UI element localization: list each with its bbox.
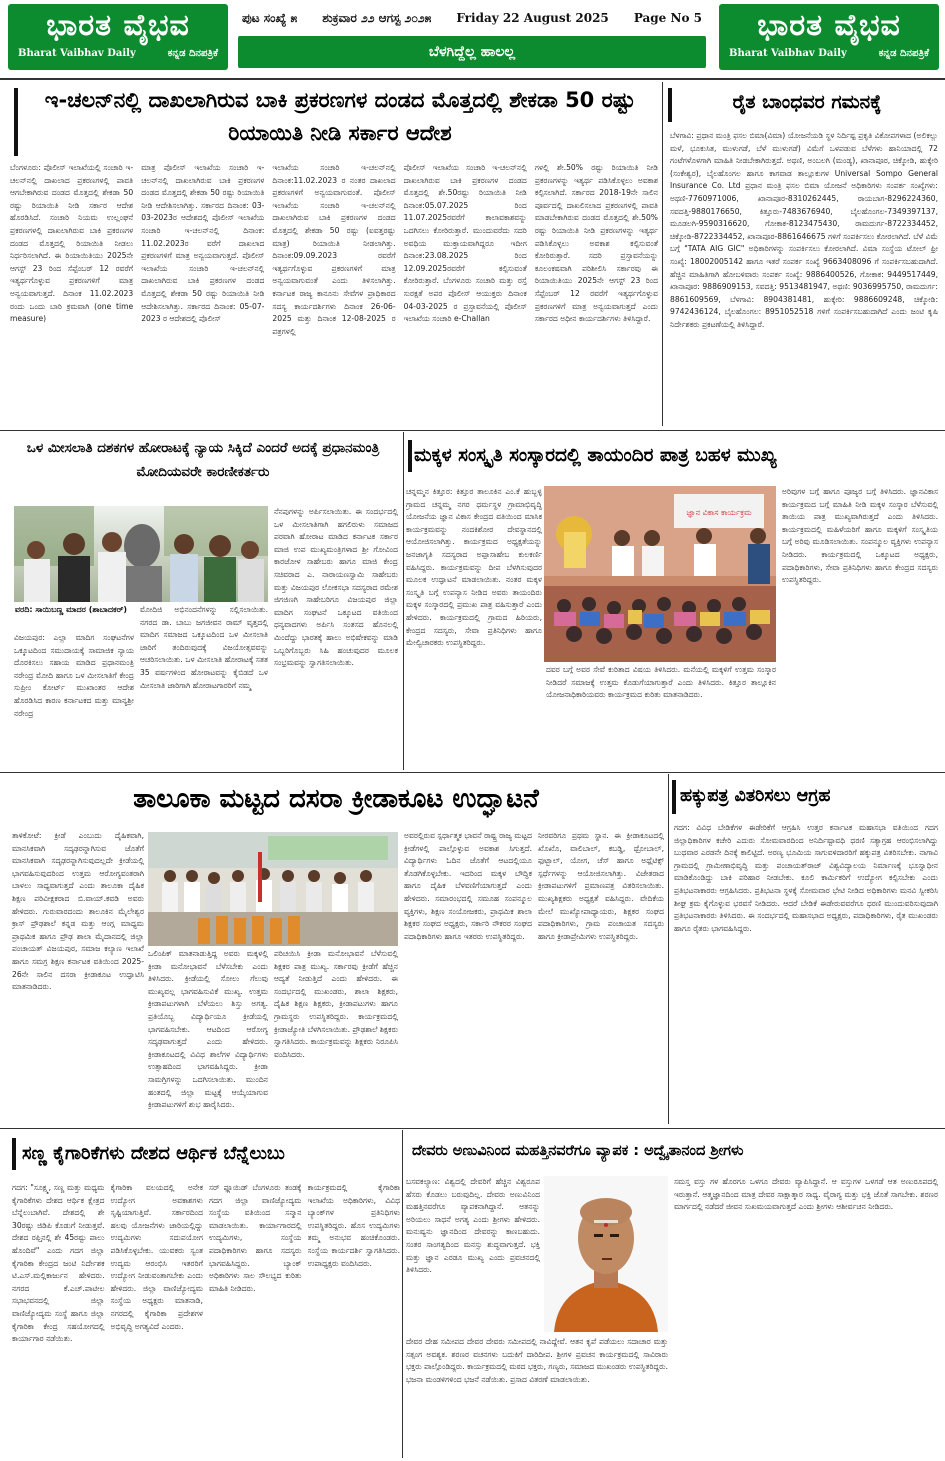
article-text: ಗದಗ: ವಿವಿಧ ಬೇಡಿಕೆಗಳ ಈಡೇರಿಕೆಗೆ ಆಗ್ರಹಿಸಿ ಉತ್ತರ ಕರ್ನಾಟಕ ಮಹಾಸಭಾ ವತಿಯಿಂದ ಗದಗ ಜಿಲ್ಲಾಧಿಕಾರಿಗಳ ಕಚೇರಿ ಎದುರು ಸೋಮವಾರದಿಂದ ಅನಿರ್ದಿಷ್ಟಾವಧಿ ಧರಣಿ ಸತ್ಯಾಗ್ರಹ ಆರಂಭಿಸಲಾಗಿದ್ದು ಬುಧವಾರ ಎರಡನೇ ದಿನಕ್ಕೆ ಕಾಲಿಟ್ಟಿದೆ. ಅರಣ್ಯ ಭೂಮಿಯ ಸಾಗುವಳಿದಾರರಿಗೆ ಹಕ್ಕುಪತ್ರ ವಿತರಿಸಬೇಕು. ನಾಗಾವಿ ಗ್ರಾಮದಲ್ಲಿ ಗ್ರಾಮೀಣಾಭಿವೃದ್ಧಿ ಮತ್ತು ಪಂಚಾಯತ್‌ರಾಜ್ ವಿಶ್ವವಿದ್ಯಾಲಯ ನಿರ್ಮಾಣಕ್ಕೆ ಭೂಸ್ವಾಧೀನ ಮಾಡಿಕೊಂಡಿದ್ದು ಬಾಕಿ ಪರಿಹಾರ ನೀಡಬೇಕು. ಕೂಲಿ ಕಾರ್ಮಿಕರಿಗೆ ಉದ್ಯೋಗ ಕಲ್ಪಿಸಬೇಕು ಎಂದು ಪ್ರತಿಭಟನಾಕಾರರು ಆಗ್ರಹಿಸಿದರು. ಪ್ರತಿಭಟನಾ ಸ್ಥಳಕ್ಕೆ ಸೋಮವಾರ ಭೇಟಿ ನೀಡಿದ ಅಧಿಕಾರಿಗಳು ಮನವಿ ಸ್ವೀಕರಿಸಿ ಶೀಘ್ರ ಕ್ರಮ ಕೈಗೊಳ್ಳುವ ಭರವಸೆ ನೀಡಿದರು. ಆದರೆ ಬೇಡಿಕೆ ಈಡೇರುವವರೆಗೂ ಧರಣಿ ಮುಂದುವರಿಸುವುದಾಗಿ ಪ್ರತಿಭಟನಾಕಾರರು ತಿಳಿಸಿದರು. ಈ ಸಂದರ್ಭದಲ್ಲಿ ಮಹಾಸಭಾದ ಅಧ್ಯಕ್ಷರು, ಪದಾಧಿಕಾರಿಗಳು, ರೈತ ಮುಖಂಡರು ಹಾಗೂ ರೈತರು ಭಾಗವಹಿಸಿದ್ದರು. (674, 823, 938, 933)
headline: ದೇವರು ಅಣುವಿನಿಂದ ಮಹತ್ತಿನವರೆಗೂ ವ್ಯಾಪಕ : ಅದ್ವೈತಾನಂದ ಶ್ರೀಗಳು (412, 1143, 744, 1159)
headline: ರೈತ ಬಾಂಧವರ ಗಮನಕ್ಕೆ (732, 91, 882, 113)
logo-title: ಭಾರತ ವೈಭವ (46, 8, 190, 43)
article-column: ಮಾತ್ರ ಪೊಲೀಸ್ ಇಲಾಖೆಯ ಸಂಚಾರಿ ಇ-ಚಲನ್‌ನಲ್ಲಿ ದಾಖಲಾಗಿರುವ ಬಾಕಿ ಪ್ರಕರಣಗಳ ದಂಡದ ಮೊತ್ತದಲ್ಲಿ ಶೇಕಡಾ 50 ರಷ್ಟು ರಿಯಾಯಿತಿ ನೀಡಿ ಆದೇಶಿಸಲಾಗಿತ್ತು. ಸರ್ಕಾರದ ದಿನಾಂಕ: 03-03-2023ರ ಆದೇಶದಲ್ಲಿ ಪೊಲೀಸ್ ಇಲಾಖೆಯ ಸಂಚಾರಿ ಇ-ಚಲನ್‌ನಲ್ಲಿ ದಿನಾಂಕ: 11.02.2023ರ ವರೆಗೆ ದಾಖಲಾದ ಪ್ರಕರಣಗಳಿಗೆ ಮಾತ್ರ ಅನ್ವಯವಾಗುತ್ತದೆ. ಪೊಲೀಸ್ ಇಲಾಖೆಯ ಸಂಚಾರಿ ಇ-ಚಲನ್‌ನಲ್ಲಿ ದಾಖಲಾಗಿರುವ ಬಾಕಿ ಪ್ರಕರಣಗಳ ದಂಡದ ಮೊತ್ತದಲ್ಲಿ ಶೇಕಡಾ 50 ರಷ್ಟು ರಿಯಾಯಿತಿ ನೀಡಿ ಆದೇಶಿಸಲಾಗಿತ್ತು. ಸರ್ಕಾರದ ದಿನಾಂಕ: 05-07-2023 ರ ಆದೇಶದಲ್ಲಿ ಪೊಲೀಸ್ (141, 163, 265, 324)
headline: ಇ-ಚಲನ್‌ನಲ್ಲಿ ದಾಖಲಾಗಿರುವ ಬಾಕಿ ಪ್ರಕರಣಗಳ ದಂಡದ ಮೊತ್ತದಲ್ಲಿ ಶೇಕಡಾ 50 ರಷ್ಟು ರಿಯಾಯಿತಿ ನೀಡಿ ಸರ್ಕಾರ ಆದೇಶ (44, 88, 636, 145)
article-column: ಕಾರ್ಯಕ್ರಮದಲ್ಲಿ ಕೈಗಾರಿಕಾ ಇಲಾಖೆಯ ಅಧಿಕಾರಿಗಳು, ವಿವಿಧ ಬ್ಯಾಂಕ್‌ಗಳ ಪ್ರತಿನಿಧಿಗಳು ಉಪಸ್ಥಿತರಿದ್ದರು. ಹೊಸ ಉದ್ಯಮಿಗಳು ತಮ್ಮ ಅನುಭವ ಹಂಚಿಕೊಂಡರು. ಸಂಸ್ಥೆಯ ಕಾರ್ಯದರ್ಶಿ ಸ್ವಾಗತಿಸಿದರು. ಉಪಾಧ್ಯಕ್ಷರು ವಂದಿಸಿದರು. (307, 1183, 400, 1268)
photo-caption: ವರದಿ: ಸಾಯಿಬಣ್ಣ ಮಾದರ (ಶಾಬಾದಕರ್) (14, 605, 128, 614)
slogan-banner: ಬೆಳಗಿದ್ದೆಲ್ಲ ಹಾಲಲ್ಲ (238, 36, 706, 68)
article-dasara-col4 (404, 830, 532, 1124)
article-meesalati-col3 (274, 506, 398, 768)
article-column: ಸಮಸ್ತ ವಸ್ತು ಗಳ ಹೊರಗೂ ಒಳಗೂ ದೇವರು ವ್ಯಾಪಿಸಿದ್ದಾನೆ. ಆ ವಸ್ತುಗಳ ಒಳಗಡೆ ಆತ ಅಣುರೂಪದಲ್ಲಿ ಇರುತ್ತಾನೆ. ಆತ್ಮಜ್ಞಾನದಿಂದ ಮಾತ್ರ ದೇವರ ಸಾಕ್ಷಾತ್ಕಾರ ಸಾಧ್ಯ. ವೈರಾಗ್ಯ ಮತ್ತು ಭಕ್ತಿ ಜೊತೆ ಸಾಗಬೇಕು. ಶರಣರ ಮಾರ್ಗದಲ್ಲಿ ನಡೆದರೆ ಜೀವನ ಸುಖಮಯವಾಗುತ್ತದೆ ಎಂದು ಶ್ರೀಗಳು ಆಶೀರ್ವಚನ ನೀಡಿದರು. (674, 1177, 938, 1212)
article-column: ಸರ್ ಫ್ಲೂಯಿಡ್ ಬೆಂಗಳೂರು ತಂಡಕ್ಕೆ ಗದಗ ಜಿಲ್ಲಾ ವಾಣಿಜ್ಯೋದ್ಯಮ ಸಂಸ್ಥೆಯ ವತಿಯಿಂದ ಸನ್ಮಾನ ಮಾಡಲಾಯಿತು. ಕಾರ್ಯಾಗಾರದಲ್ಲಿ ಉದ್ಯಮಿಗಳು, ಸಂಸ್ಥೆಯ ಪದಾಧಿಕಾರಿಗಳು ಹಾಗೂ ಸದಸ್ಯರು ಭಾಗವಹಿಸಿದ್ದರು. ಬ್ಯಾಂಕ್ ಅಧಿಕಾರಿಗಳು ಸಾಲ ಸೌಲಭ್ಯದ ಕುರಿತು ಮಾಹಿತಿ ನೀಡಿದರು. (209, 1183, 302, 1293)
article-dasara-col3 (274, 948, 398, 1124)
article-farmers-body (670, 130, 938, 426)
culture-photo (544, 486, 776, 662)
headline-bar (408, 440, 412, 472)
headline: ಒಳ ಮೀಸಲಾತಿ ದಶಕಗಳ ಹೋರಾಟಕ್ಕೆ ನ್ಯಾಯ ಸಿಕ್ಕಿದೆ ಎಂದರೆ ಅದಕ್ಕೆ ಪ್ರಧಾನಮಂತ್ರಿ ಮೋದಿಯವರೇ ಕಾರಣೀಕರ್ತರು (26, 440, 380, 480)
issue-number: ಪುಟ ಸಂಖ್ಯೆ ೫ (242, 10, 298, 25)
newspaper-logo-right (719, 4, 939, 70)
banner-text: ಜ್ಞಾನ ವಿಕಾಸ ಕಾರ್ಯಕ್ರಮ (686, 508, 752, 517)
article-column: ಚನ್ನಮ್ಮನ ಕಿತ್ತೂರ: ಕಿತ್ತೂರ ತಾಲೂಕಿನ ಎಂ.ಕೆ ಹುಬ್ಬಳ್ಳಿ ಗ್ರಾಮದ ಚನ್ನಮ್ಮ ನಗರ ಧರ್ಮಸ್ಥಳ ಗ್ರಾಮಾಭಿವೃದ್ಧಿ ಯೋಜನೆಯ ಜ್ಞಾನ ವಿಕಾಸ ಕೇಂದ್ರದ ವತಿಯಿಂದ ಮಾಸಿಕ ಕಾರ್ಯಕ್ರಮವನ್ನು ನಂದಕಿಶೋರ ದೇವಸ್ಥಾನದಲ್ಲಿ ಆಯೋಜಿಸಲಾಗಿತ್ತು. ಕಾರ್ಯಕ್ರಮದ ಅಧ್ಯಕ್ಷತೆಯನ್ನು ಜನಜಾಗೃತಿ ಸದಸ್ಯರಾದ ಅಪ್ಪಾಸಾಹೇಬ ಕುಲಕರ್ಣಿ ವಹಿಸಿದ್ದರು. ಕಾರ್ಯಕ್ರಮವನ್ನು ದೀಪ ಬೆಳಗಿಸುವುದರ ಮೂಲಕ ಉದ್ಘಾಟನೆ ಮಾಡಲಾಯಿತು. ನಂತರ ಮಕ್ಕಳ ಸಂಸ್ಕೃತಿ ಬಗ್ಗೆ ಉಪನ್ಯಾಸ ನೀಡಿದ ಅವರು ತಾಯಂದಿರು ಮಕ್ಕಳ ಸಂಸ್ಕಾರದಲ್ಲಿ ಪ್ರಮುಖ ಪಾತ್ರ ವಹಿಸುತ್ತಾರೆ ಎಂದು ಹೇಳಿದರು. ಕಾರ್ಯಕ್ರಮದಲ್ಲಿ ಗ್ರಾಮದ ಹಿರಿಯರು, ಕೇಂದ್ರದ ಸದಸ್ಯರು, ಸೇವಾ ಪ್ರತಿನಿಧಿಗಳು ಹಾಗೂ ಮೇಲ್ವಿಚಾರಕರು ಉಪಸ್ಥಿತರಿದ್ದರು. (406, 487, 542, 648)
page-number: Page No 5 (633, 11, 702, 25)
article-column: ಮೋದಿಜಿ ಅಭಿನಂದನೆಗಳನ್ನು ಸಲ್ಲಿಸಲಾಯಿತು. ನಗರದ ಡಾ. ಬಾಬು ಜಗಜೀವನ ರಾಮ್ ವೃತ್ತದಲ್ಲಿ ಮಾದಿಗ ಸಮಾಜದ ಒಕ್ಕೂಟದಿಂದ ಒಳ ಮೀಸಲಾತಿ ಜಾರಿಗೆ ತಂದಿರುವುದಕ್ಕೆ ವಿಜಯೋತ್ಸವವನ್ನು ಆಚರಿಸಲಾಯಿತು. ಒಳ ಮೀಸಲಾತಿ ಹೋರಾಟಕ್ಕೆ ಸತತ 35 ವರ್ಷಗಳಿಂದ ಹೋರಾಟವನ್ನು ಕೈಬಿಡದೆ ಒಳ ಮೀಸಲಾತಿ ಜಾರಿಗಾಗಿ ಹೋರಾಟಗಾರರಿಗೆ ನಮ್ಮ (140, 605, 268, 690)
photo-image (544, 1176, 668, 1332)
article-column: ಒಲಿಂಪಿಕ್ ಮಾತನಾಡುತ್ತಿದ್ದ ಅವರು ಮಕ್ಕಳಲ್ಲಿ ಕ್ರೀಡಾ ಮನೋಭಾವನೆ ಬೆಳೆಸಬೇಕು ಎಂದು ತಿಳಿಸಿದರು. ಕ್ರೀಡೆಯಲ್ಲಿ ಸೋಲು ಗೆಲುವು ಮುಖ್ಯವಲ್ಲ ಭಾಗವಹಿಸುವಿಕೆ ಮುಖ್ಯ. ಉತ್ತಮ ಕ್ರೀಡಾಪಟುಗಳಾಗಿ ಬೆಳೆಯಲು ಶಿಸ್ತು ಅಗತ್ಯ. ಪ್ರತಿಯೊಬ್ಬ ವಿದ್ಯಾರ್ಥಿಯೂ ಕ್ರೀಡೆಯಲ್ಲಿ ಭಾಗವಹಿಸಬೇಕು. ಆಟದಿಂದ ಆರೋಗ್ಯ ಸದೃಢವಾಗುತ್ತದೆ ಎಂದು ಹೇಳಿದರು. ಕ್ರೀಡಾಕೂಟದಲ್ಲಿ ವಿವಿಧ ಶಾಲೆಗಳ ವಿದ್ಯಾರ್ಥಿಗಳು ಉತ್ಸಾಹದಿಂದ ಭಾಗವಹಿಸಿದ್ದರು. ಕ್ರೀಡಾ ಸಾಮಗ್ರಿಗಳನ್ನು ಒದಗಿಸಲಾಯಿತು. ಮುಂದಿನ ಹಂತದಲ್ಲಿ ಜಿಲ್ಲಾ ಮಟ್ಟಕ್ಕೆ ಆಯ್ಕೆಯಾಗುವ ಕ್ರೀಡಾಪಟುಗಳಿಗೆ ಶುಭ ಹಾರೈಸಿದರು. (148, 949, 268, 1110)
article-column: ವಿಜಯಪುರ: ಎಲ್ಲಾ ಮಾದಿಗ ಸಂಘಟನೆಗಳ ಒಕ್ಕೂಟದಿಂದ ಸಮುದಾಯಕ್ಕೆ ಸಾಮಾಜಿಕ ನ್ಯಾಯ ದೊರಕಿಸಲು ಸಹಾಯ ಮಾಡಿದ ಪ್ರಧಾನಮಂತ್ರಿ ನರೇಂದ್ರ ಮೋದಿ ಹಾಗೂ ಒಳ ಮೀಸಲಾತಿಗೆ ಕೇಂದ್ರ ಸುಪ್ರೀಂ ಕೋರ್ಟ್ ಮುಖಾಂತರ ಆದೇಶ ಹೊರಡಿಸಿದ ಕಾರಣ ಕರ್ನಾಟಕದ ಮತ್ತು ಮಾನ್ಯಶ್ರೀ ನರೇಂದ್ರ (14, 633, 134, 718)
divider (0, 1128, 945, 1129)
divider (662, 82, 663, 426)
divider (403, 432, 404, 770)
headline-bar (672, 780, 676, 814)
article-column: ಗದಗ: "ಸೂಕ್ಷ್ಮ, ಸಣ್ಣ ಮತ್ತು ಮಧ್ಯಮ ಕೈಗಾರಿಕೆಗಳು ದೇಶದ ಆರ್ಥಿಕ ಕ್ಷೇತ್ರದ ಬೆನ್ನೆಲುಬಾಗಿವೆ. ದೇಶದಲ್ಲಿ ಶೇ 30ರಷ್ಟು ಜಿಡಿಪಿ ಕೊಡುಗೆ ನೀಡುತ್ತವೆ. ದೇಶದ ರಫ್ತಿನಲ್ಲಿ ಶೇ 45ರಷ್ಟು ಪಾಲು ಹೊಂದಿವೆ" ಎಂದು ಗದಗ ಜಿಲ್ಲಾ ಕೈಗಾರಿಕಾ ಕೇಂದ್ರದ ಜಂಟಿ ನಿರ್ದೇಶಕ ಟಿ.ಎಸ್.ಮಲ್ಲಿಕಾರ್ಜುನ ಹೇಳಿದರು. ನಗರದ ಕೆ.ಎಚ್.ಪಾಟೀಲ ಸಭಾಭವನದಲ್ಲಿ ಜಿಲ್ಲಾ ವಾಣಿಜ್ಯೋದ್ಯಮ ಸಂಸ್ಥೆ ಹಾಗೂ ಜಿಲ್ಲಾ ಕೈಗಾರಿಕಾ ಕೇಂದ್ರ ಸಹಯೋಗದಲ್ಲಿ ಕಾರ್ಯಾಗಾರ ನಡೆಯಿತು. (12, 1183, 105, 1344)
article-god-col3 (674, 1176, 938, 1458)
article-culture-col3 (782, 486, 938, 768)
article-column: ಕೈಗಾರಿಕಾ ವಲಯದಲ್ಲಿ ಅನೇಕ ಉದ್ಯೋಗ ಅವಕಾಶಗಳು ಸೃಷ್ಟಿಯಾಗುತ್ತಿವೆ. ಸರ್ಕಾರದಿಂದ ಹಲವು ಯೋಜನೆಗಳು ಜಾರಿಯಲ್ಲಿದ್ದು ಉದ್ಯಮಿಗಳು ಸದುಪಯೋಗ ಪಡಿಸಿಕೊಳ್ಳಬೇಕು. ಯುವಕರು ಸ್ವಂತ ಉದ್ಯಮ ಆರಂಭಿಸಿ ಇತರರಿಗೆ ಉದ್ಯೋಗ ನೀಡುವಂತಾಗಬೇಕು ಎಂದು ಹೇಳಿದರು. ಜಿಲ್ಲಾ ವಾಣಿಜ್ಯೋದ್ಯಮ ಸಂಸ್ಥೆಯ ಅಧ್ಯಕ್ಷರು ಮಾತನಾಡಿ, ನಗರದಲ್ಲಿ ಕೈಗಾರಿಕಾ ಪ್ರದೇಶಗಳ ಅಭಿವೃದ್ಧಿ ಅಗತ್ಯವಿದೆ ಎಂದರು. (110, 1183, 203, 1331)
divider (668, 774, 669, 1124)
article-dasara-col5 (538, 830, 664, 1124)
article-hakku-headline (680, 776, 938, 816)
article-column: ಗಳಲ್ಲಿ ಶೇ.50% ರಷ್ಟು ರಿಯಾಯಿತಿ ನೀಡಿ ಪ್ರಕರಣಗಳನ್ನು ಇತ್ಯರ್ಥ ಪಡಿಸಿಕೊಳ್ಳಲು ಅವಕಾಶ ಕಲ್ಪಿಸಲಾಗಿದೆ. ಸರ್ಕಾರದ 2018-19ನೇ ಸಾಲಿನ ಪೂರ್ವದಲ್ಲಿ ದಾಖಲಿಸಲಾದ ಪ್ರಕರಣಗಳಲ್ಲಿ ಪಾವತಿ ಮಾಡಬೇಕಾಗಿರುವ ದಂಡದ ಮೊತ್ತದಲ್ಲಿ ಶೇ.50% ರಷ್ಟು ರಿಯಾಯಿತಿ ನೀಡಿ ಪ್ರಕರಣಗಳನ್ನು ಇತ್ಯರ್ಥ ಪಡಿಸಿಕೊಳ್ಳಲು ಅವಕಾಶ ಕಲ್ಪಿಸುವಂತೆ ಕೋರಿರುತ್ತಾರೆ. ಸದರಿ ಪ್ರಸ್ತಾವನೆಯನ್ನು ಕೂಲಂಕಷವಾಗಿ ಪರಿಶೀಲಿಸಿ ಸರ್ಕಾರವು ಈ ರಿಯಾಯಿತಿಯು 2025ನೇ ಆಗಸ್ಟ್ 23 ರಿಂದ ಸೆಪ್ಟೆಂಬರ್ 12 ರವರೆಗೆ ಇತ್ಯರ್ಥಗೊಳ್ಳುವ ಪ್ರಕರಣಗಳಿಗೆ ಮಾತ್ರ ಅನ್ವಯವಾಗುತ್ತದೆ ಎಂದು ಸರ್ಕಾರದ ಅಧೀನ ಕಾರ್ಯದರ್ಶಿಗಳು ತಿಳಿಸಿದ್ದಾರೆ. (534, 163, 658, 324)
logo-subtitle-kn: ಕನ್ನಡ ದಿನಪತ್ರಿಕೆ (878, 48, 929, 59)
headline: ಹಕ್ಕುಪತ್ರ ವಿತರಿಸಲು ಆಗ್ರಹ (680, 786, 831, 806)
article-column: ಇಲಾಖೆಯ ಸಂಚಾರಿ ಇ-ಚಲನ್‌ನಲ್ಲಿ ದಿನಾಂಕ:11.02.2023 ರ ನಂತರ ದಾಖಲಾದ ಪ್ರಕರಣಗಳಿಗೆ ಅನ್ವಯವಾಗುವಂತೆ. ಪೊಲೀಸ್ ಇಲಾಖೆಯ ಸಂಚಾರಿ ಇ-ಚಲನ್‌ನಲ್ಲಿ ದಾಖಲಾಗಿರುವ ಬಾಕಿ ಪ್ರಕರಣಗಳ ದಂಡದ ಮೊತ್ತದಲ್ಲಿ ಶೇಕಡಾ 50 ರಷ್ಟು (ಐವತ್ತರಷ್ಟು ಮಾತ್ರ) ರಿಯಾಯಿತಿ ನೀಡಲಾಗಿತ್ತು. ದಿನಾಂಕ:09.09.2023 ರವರೆಗೆ ಇತ್ಯರ್ಥಗೊಳ್ಳುವ ಪ್ರಕರಣಗಳಿಗೆ ಮಾತ್ರ ಅನ್ವಯವಾಗುವಂತೆ ಎಂದು ತಿಳಿಸಲಾಗಿತ್ತು. ಕರ್ನಾಟಕ ರಾಜ್ಯ ಕಾನೂನು ಸೇವೆಗಳ ಪ್ರಾಧಿಕಾರದ ಸದಸ್ಯ ಕಾರ್ಯದರ್ಶಿಗಳು ದಿನಾಂಕ 26-06-2025 ಮತ್ತು ದಿನಾಂಕ 12-08-2025 ರ ಪತ್ರಗಳಲ್ಲಿ (272, 163, 396, 336)
article-challan-body (10, 162, 658, 426)
article-culture-headline (414, 436, 940, 476)
article-culture-col2 (546, 664, 776, 768)
headline-bar (14, 88, 18, 156)
article-column: ಬಸವಕಲ್ಯಾಣ: ವಿಶ್ವದಲ್ಲಿ ದೇವರಿಗೆ ಹೆಚ್ಚಿನ ವಿಶ್ವರೂಪ ಹೆಸರು ಕೊಡಲು ಬರುವುದಿಲ್ಲ. ದೇವರು ಅಣುವಿನಿಂದ ಮಹತ್ತಿನವರೆಗೂ ವ್ಯಾಪಕನಾಗಿದ್ದಾನೆ. ಆತನನ್ನು ಅರಿಯಲು ಸಾಧನೆ ಅಗತ್ಯ ಎಂದು ಶ್ರೀಗಳು ಹೇಳಿದರು. ಮನುಷ್ಯನು ಜ್ಞಾನದಿಂದ ದೇವರನ್ನು ಕಾಣಬಹುದು. ಸಂತರ ಸಾಂಗತ್ಯದಿಂದ ಮನಸ್ಸು ಶುದ್ಧವಾಗುತ್ತದೆ. ಭಕ್ತಿ ಮತ್ತು ಜ್ಞಾನ ಎರಡೂ ಮುಖ್ಯ ಎಂದು ಪ್ರವಚನದಲ್ಲಿ ತಿಳಿಸಿದರು. (406, 1177, 540, 1275)
article-column: ದವರ ಬಗ್ಗೆ ಅವರ ಸೇವೆ ಕುರಿತಾದ ವಿಷಯ ತಿಳಿಸಿದರು. ಮನೆಯಲ್ಲಿ ಮಕ್ಕಳಿಗೆ ಉತ್ತಮ ಸಂಸ್ಕಾರ ನೀಡಿದರೆ ಸಮಾಜಕ್ಕೆ ಉತ್ತಮ ಕೊಡುಗೆಯಾಗುತ್ತಾರೆ ಎಂದು ತಿಳಿಸಿದರು. ಕಿತ್ತೂರ ತಾಲ್ಲೂಕಿನ ಯೋಜನಾಧಿಕಾರಿಯವರು ಕಾರ್ಯಕ್ರಮದ ಕುರಿತು ಮಾತನಾಡಿದರು. (546, 665, 776, 700)
article-meesalati-headline (8, 436, 398, 496)
article-column: ಪರಿಚಯಿಸಿ ಕ್ರೀಡಾ ಮನೋಭಾವನೆ ಬೆಳೆಸುವಲ್ಲಿ ಶಿಕ್ಷಕರ ಪಾತ್ರ ಮುಖ್ಯ. ಸರ್ಕಾರವು ಕ್ರೀಡೆಗೆ ಹೆಚ್ಚಿನ ಆದ್ಯತೆ ನೀಡುತ್ತಿದೆ ಎಂದು ಹೇಳಿದರು. ಈ ಸಂದರ್ಭದಲ್ಲಿ ಮುಖಂಡರು, ಶಾಲಾ ಶಿಕ್ಷಕರು, ದೈಹಿಕ ಶಿಕ್ಷಣ ಶಿಕ್ಷಕರು, ಕ್ರೀಡಾಪಟುಗಳು ಹಾಗೂ ಗ್ರಾಮಸ್ಥರು ಉಪಸ್ಥಿತರಿದ್ದರು. ಕಾರ್ಯಕ್ರಮದಲ್ಲಿ ಕ್ರೀಡಾಜ್ಯೋತಿ ಬೆಳಗಿಸಲಾಯಿತು. ಪ್ರೌಢಶಾಲೆ ಶಿಕ್ಷಕರು ಸ್ವಾಗತಿಸಿದರು. ಕಾರ್ಯಕ್ರಮವನ್ನು ಶಿಕ್ಷಕರು ನಿರೂಪಿಸಿ ವಂದಿಸಿದರು. (274, 949, 398, 1059)
article-hakku-body (674, 822, 938, 1124)
divider (0, 78, 945, 80)
headline: ಸಣ್ಣ ಕೈಗಾರಿಕೆಗಳು ದೇಶದ ಆರ್ಥಿಕ ಬೆನ್ನೆಲುಬು (22, 1143, 285, 1164)
headline-bar (668, 88, 672, 122)
date-english: Friday 22 August 2025 (456, 11, 609, 25)
article-dasara-headline (8, 776, 664, 822)
dasara-photo (148, 832, 398, 946)
article-meesalati-col1 (14, 632, 134, 768)
swamiji-photo (544, 1176, 668, 1332)
headline-bar (12, 1138, 16, 1170)
article-god-headline (412, 1134, 940, 1168)
article-farmers-headline (676, 84, 938, 124)
masthead (0, 0, 945, 76)
article-god-col2 (406, 1336, 668, 1458)
logo-title: ಭಾರತ ವೈಭವ (757, 8, 901, 43)
article-column: ನೀರವರಿಗೂ ಪ್ರಥಮ ಸ್ಥಾನ. ಈ ಕ್ರೀಡಾಕೂಟದಲ್ಲಿ ಖೊಖೊ, ವಾಲಿಬಾಲ್, ಕಬಡ್ಡಿ, ಥ್ರೋಬಾಲ್, ಫುಟ್ಬಾಲ್, ಯೋಗ, ಚೆಸ್ ಹಾಗೂ ಅಥ್ಲೆಟಿಕ್ಸ್ ಸ್ಪರ್ಧೆಗಳನ್ನು ಆಯೋಜಿಸಲಾಗಿತ್ತು. ವಿಜೇತರಾದ ಕ್ರೀಡಾಪಟುಗಳಿಗೆ ಪ್ರಮಾಣಪತ್ರ ವಿತರಿಸಲಾಯಿತು. ಮುಖ್ಯಶಿಕ್ಷಕರು ಅಧ್ಯಕ್ಷತೆ ವಹಿಸಿದ್ದರು. ವೇದಿಕೆಯ ಮೇಲೆ ಮುಖ್ಯೋಪಾಧ್ಯಾಯರು, ಶಿಕ್ಷಕರ ಸಂಘದ ಪದಾಧಿಕಾರಿಗಳು, ಗ್ರಾಮ ಪಂಚಾಯತ ಸದಸ್ಯರು ಹಾಗೂ ಕ್ರೀಡಾಪ್ರೇಮಿಗಳು ಉಪಸ್ಥಿತರಿದ್ದರು. (538, 831, 664, 941)
article-dasara-col2 (148, 948, 268, 1124)
photo-image (544, 486, 776, 662)
article-column: ನೆನಪುಗಳನ್ನು ಅರ್ಪಿಸಲಾಯಿತು. ಈ ಸಂದರ್ಭದಲ್ಲಿ ಒಳ ಮೀಸಲಾತಿಗಾಗಿ ಹಗಲಿರುಳು ಸಮಾಜದ ಪರವಾಗಿ ಹೋರಾಟ ಮಾಡಿದ ಕರ್ನಾಟಕ ಸರ್ಕಾರ ಮಾಜಿ ಉಪ ಮುಖ್ಯಮಂತ್ರಿಗಳಾದ ಶ್ರೀ ಗೋವಿಂದ ಕಾರಜೋಳ ಸಾಹೇಬರು ಹಾಗೂ ಮಾಜಿ ಕೇಂದ್ರ ಸಚಿವರಾದ ಎ. ನಾರಾಯಣಸ್ವಾಮಿ ಸಾಹೇಬರು ಮತ್ತು ವಿಜಯಪುರ ಲೋಕಸಭಾ ಸದಸ್ಯರಾದ ರಮೇಶ ಜಿಗಜಿಣಗಿ ಸಾಹೇಬರಿಗೂ ವಿಜಯಪುರ ಜಿಲ್ಲಾ ಮಾದಿಗ ಸಂಘಟನೆ ಒಕ್ಕೂಟದ ವತಿಯಿಂದ ಧನ್ಯವಾದಗಳು ಅರ್ಪಿಸಿ ಸಂತಸದ ಹೊನಲಲ್ಲಿ ಮಿಂದೆದ್ದು ಭಾರತಕ್ಕೆ ಹಾಲು ಅಭಿಷೇಕವನ್ನು ಮಾಡಿ ಒಬ್ಬರಿಗೊಬ್ಬರು ಸಿಹಿ ಹಂಚುವುದರ ಮೂಲಕ ಸಂಭ್ರಮವನ್ನು ಸ್ವಾಗತಿಸಲಾಯಿತು. (274, 507, 398, 668)
article-column: ಬೆಂಗಳೂರು: ಪೊಲೀಸ್ ಇಲಾಖೆಯಲ್ಲಿ ಸಂಚಾರಿ ಇ-ಚಲನ್‌ನಲ್ಲಿ ದಾಖಲಾದ ಪ್ರಕರಣಗಳಲ್ಲಿ ಪಾವತಿ ಆಗಬೇಕಾಗಿರುವ ದಂಡದ ಮೊತ್ತದಲ್ಲಿ ಶೇಕಡಾ 50 ರಷ್ಟು ರಿಯಾಯಿತಿ ನೀಡಿ ಸರ್ಕಾರ ಆದೇಶ ಹೊರಡಿಸಿದೆ. ಸಂಚಾರಿ ನಿಯಮ ಉಲ್ಲಂಘನೆ ಪ್ರಕರಣಗಳಲ್ಲಿ ದಾಖಲಾಗಿರುವ ಬಾಕಿ ಪ್ರಕರಣಗಳ ದಂಡದ ಮೊತ್ತದಲ್ಲಿ ರಿಯಾಯಿತಿ ನೀಡಲು ನಿರ್ಧರಿಸಲಾಗಿದೆ. ಈ ರಿಯಾಯಿತಿಯು 2025ನೇ ಆಗಸ್ಟ್ 23 ರಿಂದ ಸೆಪ್ಟೆಂಬರ್ 12 ರವರೆಗೆ ಇತ್ಯರ್ಥಗೊಳ್ಳುವ ಪ್ರಕರಣಗಳಿಗೆ ಮಾತ್ರ ಅನ್ವಯವಾಗುತ್ತದೆ. ದಿನಾಂಕ 11.02.2023 ರಂದು ಒಂದು ಬಾರಿ ಕ್ರಮವಾಗಿ (one time measure) (10, 163, 134, 324)
article-culture-col1 (406, 486, 542, 768)
headline: ಮಕ್ಕಳ ಸಂಸ್ಕೃತಿ ಸಂಸ್ಕಾರದಲ್ಲಿ ತಾಯಂದಿರ ಪಾತ್ರ ಬಹಳ ಮುಖ್ಯ (414, 445, 777, 466)
divider (0, 772, 945, 773)
date-kannada: ಶುಕ್ರವಾರ ೨೨ ಆಗಸ್ಟ ೨೦೨೫ (322, 10, 432, 25)
article-text: ಬೆಳಗಾವಿ: ಪ್ರಧಾನ ಮಂತ್ರಿ ಫಸಲ ಬಿಮಾ(ವಿಮಾ) ಯೋಜನೆಯಡಿ ಸ್ಥಳ ನಿರ್ದಿಷ್ಟ ಪ್ರಕೃತಿ ವಿಕೋಪಗಳಾದ (ಅಲಿಕಲ್ಲು ಮಳೆ, ಭೂಕುಸಿತ, ಮುಳುಗಡೆ, ಬೆಳೆ ಮುಳುಗಡೆ) ವಿಮೆಗೆ ಒಳಪಡುವ ಬೆಳೆಗಳು ಹಾನಿಯಾದಲ್ಲಿ 72 ಗಂಟೆಗಳೊಳಗಾಗಿ ಮಾಹಿತಿ ನೀಡಬೇಕಾಗಿರುತ್ತದೆ. ಅಥಣಿ, ಅಂಬಲಗಿ (ಮಂಡ್ಯ), ಖಾನಾಪೂರ, ಚಿಕ್ಕೋಡಿ, ಹುಕ್ಕೇರಿ (ಸಂಕೇಶ್ವರ), ಬೈಲಹೊಂಗಲ ಹಾಗೂ ಕಾಗವಾಡ ತಾಲ್ಲೂಕುಗಳ Universal Sompo General Insurance Co. Ltd ಪ್ರಧಾನ ಮಂತ್ರಿ ಫಸಲ ಬಿಮಾ ಯೋಜನೆ ಅಧಿಕಾರಿಗಳು ಸಂಪರ್ಕ ಸಂಖ್ಯೆಗಳು: ಅಥಣಿ-7760971006, ಖಾನಾಪೂರ-8310262445, ರಾಯಬಾಗ-8296224360, ಸವದತ್ತಿ-9880176650, ಕಿತ್ತೂರು-7483676940, ಬೈಲಹೊಂಗಲ-7349397137, ಮೂಡಲಗಿ-9590316620, ಗೋಕಾಕ-8123475430, ರಾಮದುರ್ಗ-8722334452, ಚಿಕ್ಕೋಡಿ-8722334452, ಖಾನಾಪೂರ-8861646675 ಗಳಿಗೆ ಸಂಪರ್ಕಿಸಲು ಕೋರಲಾಗಿದೆ. ಬೆಳೆ ವಿಮೆ ಬಗ್ಗೆ "TATA AIG GIC" ಅಧಿಕಾರಿಗಳನ್ನು ಸಂಪರ್ಕಿಸಲು ಕೋರಲಾಗಿದೆ. ವಿಮಾ ಸಂಸ್ಥೆಯ ಟೋಲ್ ಫ್ರೀ ಸಂಖ್ಯೆ: 18002005142 ಹಾಗೂ ಇತರೆ ಸಂಪರ್ಕ ಸಂಖ್ಯೆ 9663408096 ಗೆ ಸಂಪರ್ಕಿಸಬಹುದಾಗಿದೆ. ಹೆಚ್ಚಿನ ಮಾಹಿತಿಗಾಗಿ ಹೋಬಳಿವಾರು ಸಂಪರ್ಕ ಸಂಖ್ಯೆ: 9886400526, ಗೋಕಾಕ: 9449517449, ಖಾನಾಪೂರ: 9886909153, ಸವದತ್ತಿ: 9513481947, ಅಥಣಿ: 9036995750, ರಾಮದುರ್ಗ: 8861609569, ಬೆಳಗಾವಿ: 8904381481, ಹುಕ್ಕೇರಿ: 9886609248, ಚಿಕ್ಕೋಡಿ: 9742436124, ಬೈಲಹೊಂಗಲ: 8951052518 ಗಳಿಗೆ ಸಂಪರ್ಕಿಸಬಹುದಾಗಿದೆ ಎಂದು ಜಂಟಿ ಕೃಷಿ ನಿರ್ದೇಶಕರು ಪ್ರಕಟಣೆಯಲ್ಲಿ ತಿಳಿಸಿದ್ದಾರೆ. (670, 131, 938, 329)
article-column: ತಾಳಿಕೋಟೆ: ಕ್ರೀಡೆ ಎಂಬುದು ದೈಹಿಕವಾಗಿ, ಮಾನಸಿಕವಾಗಿ ಸದೃಢರನ್ನಾಗಿಸುವ ಜೊತೆಗೆ ಮಾನಸಿಕವಾಗಿ ಸದೃಢರನ್ನಾಗಿಸುವುದಲ್ಲದೇ ಕ್ರೀಡೆಯಲ್ಲಿ ಭಾಗವಹಿಸುವುದರಿಂದ ಉತ್ತಮ ಆರೋಗ್ಯವಂತರಾಗಿ ಬಾಳಲು ಸಾಧ್ಯವಾಗುತ್ತದೆ ಎಂದು ತಾಲೂಕಾ ದೈಹಿಕ ಶಿಕ್ಷಣ ಪರಿವೀಕ್ಷಕರಾದ ಬಿ.ವಾಯ್.ಕವಡಿ ಅವರು ಹೇಳಿದರು. ಗುರುವಾರದಂದು ತಾಲೂಕಿನ ಮೈಲೇಶ್ವರ ಕ್ರಾಸ್ ಪ್ರೌಢಶಾಲೆ ಕನ್ನಡ ಮತ್ತು ಆಂಗ್ಲ ಮಾಧ್ಯಮ ಪ್ರಾಥಮಿಕ ಹಾಗೂ ಪ್ರೌಢ ಶಾಲಾ ಮೈದಾನದಲ್ಲಿ ಜಿಲ್ಲಾ ಪಂಚಾಯತ್ ವಿಜಯಪುರ, ಸಮಾಜ ಕಲ್ಯಾಣ ಇಲಾಖೆ ಹಾಗೂ ಸಮಗ್ರ ಶಿಕ್ಷಣ ಕರ್ನಾಟಕ ವತಿಯಿಂದ 2025-26ನೇ ಸಾಲಿನ ದಸರಾ ಕ್ರೀಡಾಕೂಟ ಉದ್ಘಾಟಿಸಿ ಮಾತನಾಡಿದರು. (12, 831, 144, 992)
logo-subtitle-kn: ಕನ್ನಡ ದಿನಪತ್ರಿಕೆ (167, 48, 218, 59)
logo-subtitle-en: Bharat Vaibhav Daily (729, 48, 847, 59)
article-meesalati-col2 (140, 604, 268, 768)
article-industry-headline (22, 1134, 398, 1174)
article-industry-body (12, 1182, 400, 1458)
photo-image (14, 506, 268, 602)
article-challan-headline (24, 84, 656, 154)
article-dasara-col1 (12, 830, 144, 1124)
divider (402, 1130, 403, 1458)
article-column: ಅರಿವುಗಳ ಬಗ್ಗೆ ಹಾಗೂ ಪೂಜ್ಯರ ಬಗ್ಗೆ ತಿಳಿಸಿದರು. ಜ್ಞಾನವಿಕಾಸ ಕಾರ್ಯಕ್ರಮದ ಬಗ್ಗೆ ಮಾಹಿತಿ ನೀಡಿ ಮಕ್ಕಳ ಸಂಸ್ಕಾರ ಬೆಳೆಸುವಲ್ಲಿ ತಾಯಿಯ ಪಾತ್ರ ಮುಖ್ಯವಾಗಿರುತ್ತದೆ ಎಂದು ತಿಳಿಸಿದರು. ಕಾರ್ಯಕ್ರಮದಲ್ಲಿ ಮಹಿಳೆಯರಿಗೆ ಹಾಗೂ ಮಕ್ಕಳಿಗೆ ಸಂಸ್ಕೃತಿಯ ಬಗ್ಗೆ ಅರಿವು ಮೂಡಿಸಲಾಯಿತು. ಸಂಪನ್ಮೂಲ ವ್ಯಕ್ತಿಗಳು ಉಪನ್ಯಾಸ ನೀಡಿದರು. ಕಾರ್ಯಕ್ರಮದಲ್ಲಿ ಒಕ್ಕೂಟದ ಅಧ್ಯಕ್ಷರು, ಪದಾಧಿಕಾರಿಗಳು, ಸೇವಾ ಪ್ರತಿನಿಧಿಗಳು ಹಾಗೂ ಕೇಂದ್ರದ ಸದಸ್ಯರು ಉಪಸ್ಥಿತರಿದ್ದರು. (782, 487, 938, 585)
newspaper-logo (8, 4, 228, 70)
photo-image (148, 832, 398, 946)
divider (0, 430, 945, 431)
headline: ತಾಲೂಕಾ ಮಟ್ಟದ ದಸರಾ ಕ್ರೀಡಾಕೂಟ ಉದ್ಘಾಟನೆ (133, 784, 539, 814)
logo-subtitle-en: Bharat Vaibhav Daily (18, 48, 136, 59)
dateline (238, 6, 706, 30)
article-column: ಅವರಲ್ಲಿರುವ ಸ್ಪರ್ಧಾತ್ಮಕ ಭಾವನೆ ರಾಷ್ಟ್ರ ರಾಜ್ಯ ಮಟ್ಟದ ಕ್ರೀಡೆಗಳಲ್ಲಿ ಪಾಲ್ಗೊಳ್ಳುವ ಅವಕಾಶ ಸಿಗುತ್ತದೆ. ವಿದ್ಯಾರ್ಥಿಗಳು ಓದಿನ ಜೊತೆಗೆ ಆಟದಲ್ಲಿಯೂ ತೊಡಗಿಕೊಳ್ಳಬೇಕು. ಇದರಿಂದ ಮಕ್ಕಳ ಬೌದ್ಧಿಕ ಹಾಗೂ ದೈಹಿಕ ಬೆಳವಣಿಗೆಯಾಗುತ್ತದೆ ಎಂದು ಹೇಳಿದರು. ಸಮಾರಂಭದಲ್ಲಿ ಸಮೂಹ ಸಂಪನ್ಮೂಲ ವ್ಯಕ್ತಿಗಳು, ಶಿಕ್ಷಣ ಸಂಯೋಜಕರು, ಪ್ರಾಥಮಿಕ ಶಾಲಾ ಶಿಕ್ಷಕರ ಸಂಘದ ಅಧ್ಯಕ್ಷರು, ಸರ್ಕಾರಿ ನೌಕರರ ಸಂಘದ ಪದಾಧಿಕಾರಿಗಳು ಹಾಗೂ ಇತರರು ಉಪಸ್ಥಿತರಿದ್ದರು. (404, 831, 532, 941)
meesalati-photo (14, 506, 268, 602)
article-column: ದೇವರ ದೇಹ ಸಮೀಪದ ದೇವರ ದೇವರು ಸಮೀಪದಲ್ಲಿ ನಾವಿದ್ದೇವೆ. ಆತನ ಕೃಪೆ ಪಡೆಯಲು ಸದಾಚಾರ ಮತ್ತು ಸತ್ಸಂಗ ಅವಶ್ಯಕ. ಶರಣರ ವಚನಗಳು ಬದುಕಿಗೆ ದಾರಿದೀಪ. ಶ್ರೀಗಳ ಪ್ರವಚನ ಕಾರ್ಯಕ್ರಮದಲ್ಲಿ ಸಾವಿರಾರು ಭಕ್ತರು ಪಾಲ್ಗೊಂಡಿದ್ದರು. ಕಾರ್ಯಕ್ರಮದಲ್ಲಿ ಮಠದ ಭಕ್ತರು, ಗಣ್ಯರು, ಸಮಾಜದ ಮುಖಂಡರು ಉಪಸ್ಥಿತರಿದ್ದರು. ಭಜನಾ ಮಂಡಳಿಗಳಿಂದ ಭಜನೆ ನಡೆಯಿತು. ಪ್ರಸಾದ ವಿತರಣೆ ಮಾಡಲಾಯಿತು. (406, 1337, 668, 1384)
article-god-col1 (406, 1176, 540, 1332)
article-column: ಪೊಲೀಸ್ ಇಲಾಖೆಯ ಸಂಚಾರಿ ಇ-ಚಲನ್‌ನಲ್ಲಿ ದಾಖಲಾಗಿರುವ ಬಾಕಿ ಪ್ರಕರಣಗಳ ದಂಡದ ಮೊತ್ತದಲ್ಲಿ ಶೇ.50ರಷ್ಟು ರಿಯಾಯಿತಿ ನೀಡಿ ದಿನಾಂಕ:05.07.2025 ರಿಂದ 11.07.2025ರವರೆಗೆ ಕಾಲಾವಕಾಶವನ್ನು ಒದಗಿಸಲು ಕೋರಿರುತ್ತಾರೆ. ಮುಂದುವರೆದು ಸದರಿ ಅವಧಿಯ ಮುಕ್ತಾಯವಾಗಿದ್ದರೂ ಇದೀಗ ದಿನಾಂಕ:23.08.2025 ರಿಂದ 12.09.2025ರವರೆಗೆ ಕಲ್ಪಿಸುವಂತೆ ಕೋರಿರುತ್ತಾರೆ. ಬೆಂಗಳೂರು ಸಂಚಾರಿ ಮತ್ತು ರಸ್ತೆ ಸುರಕ್ಷತೆ ಅಪರ ಪೊಲೀಸ್ ಆಯುಕ್ತರು ದಿನಾಂಕ 04-03-2025 ರ ಪ್ರಸ್ತಾವನೆಯಲ್ಲಿ ಪೊಲೀಸ್ ಇಲಾಖೆಯ ಸಂಚಾರಿ e-Challan (403, 163, 527, 324)
